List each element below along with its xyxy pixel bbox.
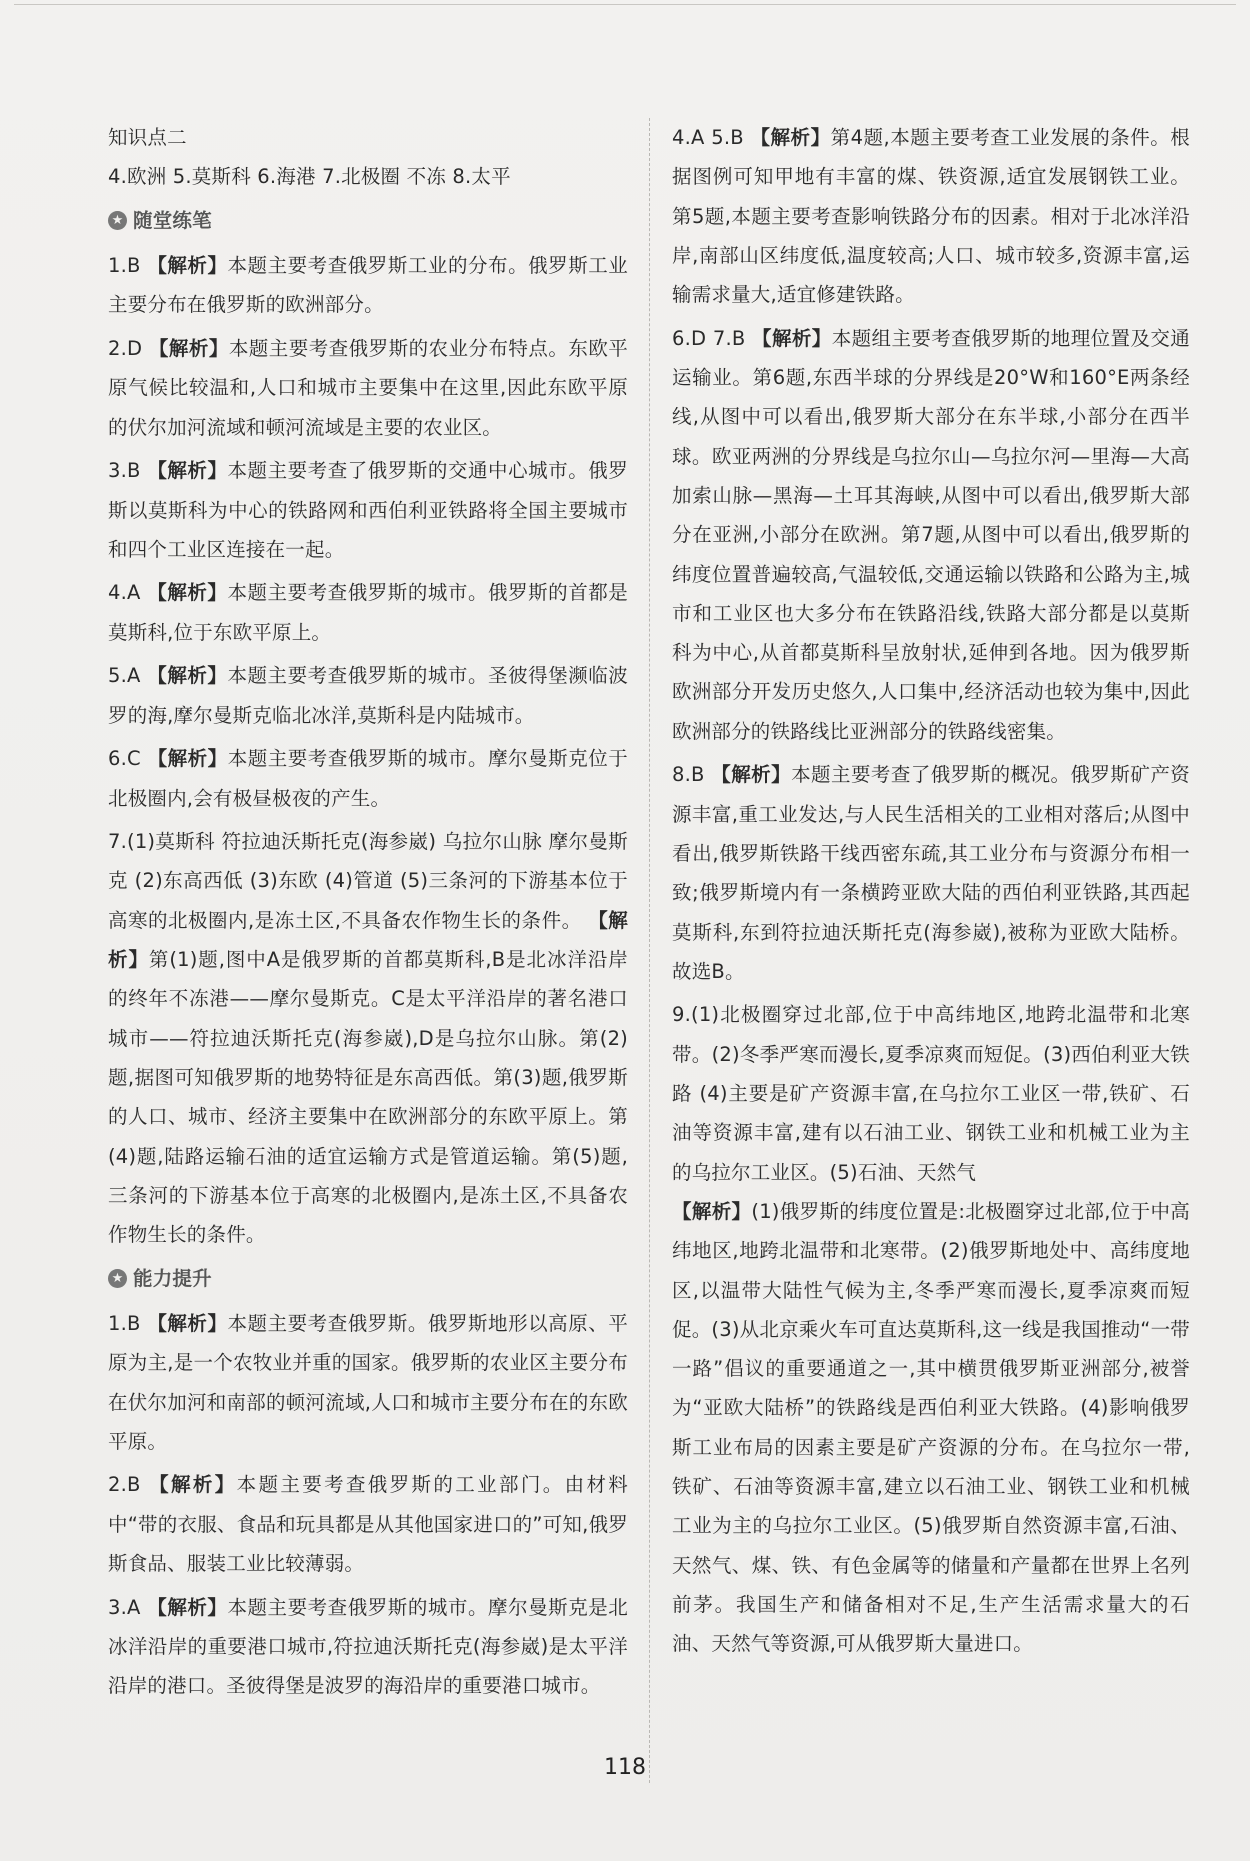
- section-heading-practice: ★ 随堂练笔: [108, 201, 628, 240]
- answer-item-q4-5: 4.A 5.B 【解析】第4题,本题主要考查工业发展的条件。根据图例可知甲地有丰富的煤、铁资源,适宜发展钢铁工业。第5题,本题主要考查影响铁路分布的因素。相对于北冰洋沿岸,南部山区纬度低,温度较高;人口、城市较多,资源丰富,运输需求量大,适宜修建铁路。: [672, 126, 1190, 307]
- answer-item: 5.A 【解析】本题主要考查俄罗斯的城市。圣彼得堡濒临波罗的海,摩尔曼斯克临北冰洋,莫斯科是内陆城市。: [108, 664, 628, 727]
- analysis-q9: 【解析】(1)俄罗斯的纬度位置是:北极圈穿过北部,位于中高纬地区,地跨北温带和北寒带。(2)俄罗斯地处中、高纬度地区,以温带大陆性气候为主,冬季严寒而漫长,夏季凉爽而短促。(3)从北京乘火车可直达莫斯科,这一线是我国推动“一带一路”倡议的重要通道之一,其中横贯俄罗斯亚洲部分,被誉为“亚欧大陆桥”的铁路线是西伯利亚大铁路。(4)影响俄罗斯工业布局的因素主要是矿产资源的分布。在乌拉尔一带,铁矿、石油等资源丰富,建立以石油工业、钢铁工业和机械工业为主的乌拉尔工业区。(5)俄罗斯自然资源丰富,石油、天然气、煤、铁、有色金属等的储量和产量都在世界上名列前茅。我国生产和储备相对不足,生产生活需求量大的石油、天然气等资源,可从俄罗斯大量进口。: [672, 1199, 1190, 1656]
- answer-item: 1.B 【解析】本题主要考查俄罗斯工业的分布。俄罗斯工业主要分布在俄罗斯的欧洲部分。: [108, 254, 628, 317]
- answer-item-q7: 7.(1)莫斯科 符拉迪沃斯托克(海参崴) 乌拉尔山脉 摩尔曼斯克 (2)东高西低 (3)东欧 (4)管道 (5)三条河的下游基本位于高寒的北极圈内,是冻土区,不具备农作物生长的条件。 【解析】第(1)题,图中A是俄罗斯的首都莫斯科,B是北冰洋沿岸的终年不冻港——摩尔曼斯克。C是太平洋沿岸的著名港口城市——符拉迪沃斯托克(海参崴),D是乌拉尔山脉。第(2)题,据图可知俄罗斯的地势特征是东高西低。第(3)题,俄罗斯的人口、城市、经济主要集中在欧洲部分的东欧平原上。第(4)题,陆路运输石油的适宜运输方式是管道运输。第(5)题,三条河的下游基本位于高寒的北极圈内,是冻土区,不具备农作物生长的条件。: [108, 830, 629, 1247]
- knowledge-point-answers: 4.欧洲 5.莫斯科 6.海港 7.北极圈 不冻 8.太平: [108, 165, 511, 189]
- star-icon: ★: [108, 211, 127, 230]
- answer-item-q9: 9.(1)北极圈穿过北部,位于中高纬地区,地跨北温带和北寒带。(2)冬季严寒而漫长,夏季凉爽而短促。(3)西伯利亚大铁路 (4)主要是矿产资源丰富,在乌拉尔工业区一带,铁矿、石油等资源丰富,建有以石油工业、钢铁工业和机械工业为主的乌拉尔工业区。(5)石油、天然气: [672, 1003, 1190, 1184]
- column-divider: [649, 118, 650, 1783]
- answer-item: 3.B 【解析】本题主要考查了俄罗斯的交通中心城市。俄罗斯以莫斯科为中心的铁路网和西伯利亚铁路将全国主要城市和四个工业区连接在一起。: [108, 459, 628, 561]
- answer-item: 3.A 【解析】本题主要考查俄罗斯的城市。摩尔曼斯克是北冰洋沿岸的重要港口城市,符拉迪沃斯托克(海参崴)是太平洋沿岸的港口。圣彼得堡是波罗的海沿岸的重要港口城市。: [108, 1595, 628, 1698]
- answer-item: 4.A 【解析】本题主要考查俄罗斯的城市。俄罗斯的首都是莫斯科,位于东欧平原上。: [108, 581, 628, 644]
- answer-item-q6-7: 6.D 7.B 【解析】本题组主要考查俄罗斯的地理位置及交通运输业。第6题,东西半球的分界线是20°W和160°E两条经线,从图中可以看出,俄罗斯大部分在东半球,小部分在西半球。欧亚两洲的分界线是乌拉尔山—乌拉尔河—里海—大高加索山脉—黑海—土耳其海峡,从图中可以看出,俄罗斯大部分在亚洲,小部分在欧洲。第7题,从图中可以看出,俄罗斯的纬度位置普遍较高,气温较低,交通运输以铁路和公路为主,城市和工业区也大多分布在铁路沿线,铁路大部分都是以莫斯科为中心,从首都莫斯科呈放射状,延伸到各地。因为俄罗斯欧洲部分开发历史悠久,人口集中,经济活动也较为集中,因此欧洲部分的铁路线比亚洲部分的铁路线密集。: [672, 326, 1190, 743]
- section-heading-ability: ★ 能力提升: [108, 1259, 628, 1298]
- page-number: 118: [604, 1755, 646, 1780]
- knowledge-point-title: 知识点二: [108, 126, 187, 149]
- answer-item: 6.C 【解析】本题主要考查俄罗斯的城市。摩尔曼斯克位于北极圈内,会有极昼极夜的产生。: [108, 747, 628, 810]
- top-rule: [14, 4, 1236, 5]
- star-icon: ★: [108, 1269, 127, 1288]
- right-column: [672, 118, 1190, 1668]
- answer-item: 1.B 【解析】本题主要考查俄罗斯。俄罗斯地形以高原、平原为主,是一个农牧业并重的国家。俄罗斯的农业区主要分布在伏尔加河和南部的顿河流域,人口和城市主要分布在的东欧平原。: [108, 1311, 628, 1453]
- answer-item: 2.D 【解析】本题主要考查俄罗斯的农业分布特点。东欧平原气候比较温和,人口和城市主要集中在这里,因此东欧平原的伏尔加河流域和顿河流域是主要的农业区。: [108, 337, 628, 439]
- left-column: [108, 118, 628, 1710]
- answer-item-q8: 8.B 【解析】本题主要考查了俄罗斯的概况。俄罗斯矿产资源丰富,重工业发达,与人民生活相关的工业相对落后;从图中看出,俄罗斯铁路干线西密东疏,其工业分布与资源分布相一致;俄罗斯境内有一条横跨亚欧大陆的西伯利亚铁路,其西起莫斯科,东到符拉迪沃斯托克(海参崴),被称为亚欧大陆桥。故选B。: [672, 763, 1190, 983]
- answer-item: 2.B 【解析】本题主要考查俄罗斯的工业部门。由材料中“带的衣服、食品和玩具都是从其他国家进口的”可知,俄罗斯食品、服装工业比较薄弱。: [108, 1473, 629, 1576]
